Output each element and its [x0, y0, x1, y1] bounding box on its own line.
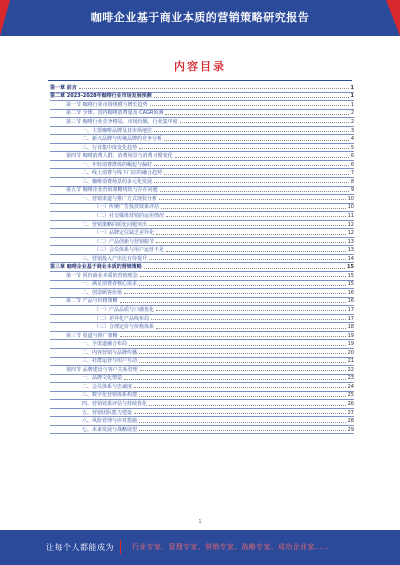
- toc-entry-label: 六、风险管理与应对措施: [82, 418, 138, 425]
- toc-entry[interactable]: [50, 110, 354, 119]
- toc-leader-dots: [156, 310, 346, 311]
- toc-entry-label: 第一节 咖啡行业市场规模与增长趋势: [66, 101, 148, 108]
- toc-entry[interactable]: [50, 238, 354, 247]
- toc-entry[interactable]: [50, 298, 354, 307]
- toc-leader-dots: [124, 379, 346, 380]
- toc-entry-label: 第二章 2023-2028年咖啡行业市场发展预测: [50, 93, 152, 100]
- page-number: 1: [198, 519, 202, 525]
- toc-entry-page: 19: [347, 332, 354, 339]
- toc-entry-page: 13: [347, 238, 354, 245]
- report-title: 咖啡企业基于商业本质的营销策略研究报告: [90, 11, 310, 24]
- toc-leader-dots: [166, 216, 346, 217]
- toc-leader-dots: [124, 293, 346, 294]
- toc-entry-label: 一、年轻消费群体的崛起与偏好: [82, 161, 153, 168]
- toc-entry[interactable]: [50, 340, 354, 349]
- toc-leader-dots: [164, 140, 349, 141]
- toc-entry-page: 20: [347, 349, 354, 356]
- toc-entry[interactable]: [50, 281, 354, 290]
- toc-entry[interactable]: [50, 255, 354, 264]
- toc-leader-dots: [154, 97, 349, 98]
- toc-leader-dots: [79, 88, 349, 89]
- toc-entry[interactable]: [50, 204, 354, 213]
- toc-leader-dots: [154, 165, 349, 166]
- toc-leader-dots: [175, 157, 349, 158]
- toc-entry-page: 7: [350, 170, 354, 177]
- toc-entry[interactable]: [50, 152, 354, 161]
- toc-entry-label: 第二节 产品与价格策略: [66, 298, 118, 305]
- page-header-band: [0, 0, 400, 36]
- toc-entry-page: 1: [350, 84, 354, 91]
- toc-leader-dots: [154, 182, 349, 183]
- toc-entry-page: 13: [347, 247, 354, 254]
- toc-entry-label: （二）社交媒体营销的运用情况: [94, 212, 165, 219]
- toc-entry-page: 21: [347, 358, 354, 365]
- toc-entry[interactable]: [50, 212, 354, 221]
- page-footer-band: [0, 530, 400, 565]
- toc-entry-page: 11: [347, 212, 354, 219]
- toc-entry-label: 第四节 品牌建设与客户关系管理: [66, 366, 138, 373]
- toc-leader-dots: [120, 302, 346, 303]
- toc-entry-label: 三、社群运营与用户互动: [82, 358, 138, 365]
- toc-entry[interactable]: [50, 195, 354, 204]
- toc-entry-page: 12: [347, 221, 354, 228]
- toc-leader-dots: [180, 122, 349, 123]
- toc-entry[interactable]: [50, 246, 354, 255]
- toc-entry-label: 第五节 咖啡企业营销策略现状与存在问题: [66, 187, 158, 194]
- toc-entry[interactable]: [50, 409, 354, 418]
- toc-entry-label: 七、未来发展与战略展望: [82, 426, 138, 433]
- toc-entry-label: 五、营销团队能力建设: [82, 409, 133, 416]
- toc-entry-page: 1: [350, 101, 354, 108]
- toc-entry[interactable]: [50, 221, 354, 230]
- toc-leader-dots: [151, 319, 346, 320]
- toc-leader-dots: [139, 285, 346, 286]
- toc-entry-label: 一、全渠道融合布局: [82, 341, 128, 348]
- toc-entry-label: 第三节 渠道与推广策略: [66, 332, 118, 339]
- toc-entry-label: 第三章 咖啡企业基于商业本质的营销策略: [50, 264, 142, 271]
- toc-leader-dots: [159, 199, 346, 200]
- toc-leader-dots: [134, 413, 346, 414]
- toc-entry[interactable]: [50, 306, 354, 315]
- toc-entry[interactable]: [50, 375, 354, 384]
- toc-entry-page: 2: [350, 110, 354, 117]
- toc-entry[interactable]: [50, 349, 354, 358]
- toc-entry-page: 10: [347, 195, 354, 202]
- toc-entry-page: 8: [350, 178, 354, 185]
- toc-entry[interactable]: [50, 358, 354, 367]
- toc-entry-page: 15: [347, 272, 354, 279]
- toc-entry-page: 18: [347, 324, 354, 331]
- toc-list: [50, 84, 354, 434]
- toc-entry[interactable]: [50, 383, 354, 392]
- toc-entry-page: 28: [347, 418, 354, 425]
- toc-entry-label: 第三节 咖啡行业竞争格局、市场份额、行业集中度: [66, 118, 178, 125]
- toc-entry-page: 15: [347, 264, 354, 271]
- toc-leader-dots: [139, 148, 349, 149]
- toc-leader-dots: [156, 242, 346, 243]
- toc-entry-page: 22: [347, 366, 354, 373]
- toc-entry[interactable]: [50, 127, 354, 136]
- toc-entry-page: 25: [347, 392, 354, 399]
- toc-entry-label: 二、内容营销与品牌传播: [82, 349, 138, 356]
- toc-entry-page: 23: [347, 375, 354, 382]
- toc-entry[interactable]: [50, 169, 354, 178]
- toc-leader-dots: [161, 208, 346, 209]
- toc-entry-label: 二、营销策略同质化问题突出: [82, 221, 148, 228]
- toc-entry[interactable]: [50, 392, 354, 401]
- toc-entry-label: 四、营销效果评估与持续优化: [82, 401, 148, 408]
- toc-entry-label: 二、创造顾客价值: [82, 289, 123, 296]
- toc-entry-label: 三、咖啡消费场景的多元化发展: [82, 178, 153, 185]
- toc-leader-dots: [160, 191, 349, 192]
- toc-leader-dots: [120, 336, 346, 337]
- toc-entry[interactable]: [50, 187, 354, 196]
- toc-entry-label: （一）传统广告投放效果评估: [94, 204, 160, 211]
- toc-entry-label: 一、营销渠道与推广方式现状分析: [82, 195, 158, 202]
- toc-entry-label: 一、主要咖啡品牌及其市场地位: [82, 127, 153, 134]
- toc-entry-label: （一）品牌定位缺乏差异化: [94, 230, 155, 237]
- toc-entry[interactable]: [50, 323, 354, 332]
- toc-entry-label: 三、数字化营销体系构建: [82, 392, 138, 399]
- toc-entry[interactable]: [50, 161, 354, 170]
- toc-leader-dots: [166, 251, 346, 252]
- toc-leader-dots: [150, 105, 349, 106]
- toc-leader-dots: [156, 234, 346, 235]
- toc-leader-dots: [140, 276, 346, 277]
- toc-leader-dots: [144, 268, 345, 269]
- toc-entry-label: 第一节 回归商业本质的营销理念: [66, 272, 138, 279]
- footer-separator: [120, 540, 121, 554]
- toc-entry[interactable]: [50, 229, 354, 238]
- toc-entry[interactable]: [50, 144, 354, 153]
- toc-entry[interactable]: [50, 118, 354, 127]
- header-accent-right: [386, 0, 400, 36]
- toc-entry-page: 4: [350, 136, 354, 143]
- toc-entry[interactable]: [50, 400, 354, 409]
- toc-entry[interactable]: [50, 417, 354, 426]
- toc-entry[interactable]: [50, 366, 354, 375]
- toc-entry-label: （二）差异化产品线布局: [94, 315, 150, 322]
- toc-entry-page: 15: [347, 281, 354, 288]
- toc-entry-page: 19: [347, 341, 354, 348]
- toc-entry-label: （三）合理定价与价格体系: [94, 324, 155, 331]
- toc-entry-label: （二）产品创新与营销脱节: [94, 238, 155, 245]
- toc-entry-page: 24: [347, 383, 354, 390]
- toc-entry[interactable]: [50, 178, 354, 187]
- toc-entry[interactable]: [50, 315, 354, 324]
- toc-chapter-entry[interactable]: [50, 263, 354, 272]
- toc-entry-page: 2: [350, 118, 354, 125]
- toc-leader-dots: [139, 422, 346, 423]
- toc-leader-dots: [156, 328, 346, 329]
- toc-entry[interactable]: [50, 332, 354, 341]
- toc-entry-label: （三）会员体系与用户运营不足: [94, 247, 165, 254]
- toc-entry-page: 1: [350, 93, 354, 100]
- toc-entry-label: 二、会员体系与忠诚度: [82, 383, 133, 390]
- toc-entry-page: 3: [350, 127, 354, 134]
- footer-slogan: 让每个人都能成为: [46, 543, 114, 552]
- toc-heading-divider: [48, 80, 352, 81]
- toc-leader-dots: [139, 396, 346, 397]
- toc-entry-label: 第一章 前言: [50, 84, 77, 91]
- toc-leader-dots: [164, 174, 349, 175]
- toc-entry-page: 17: [347, 315, 354, 322]
- toc-entry-label: 第二节 全球、国内咖啡消费量及 CAGR预测: [66, 110, 164, 117]
- toc-leader-dots: [149, 259, 346, 260]
- toc-leader-dots: [139, 353, 346, 354]
- toc-entry-page: 17: [347, 307, 354, 313]
- toc-entry[interactable]: [50, 272, 354, 281]
- toc-entry[interactable]: [50, 426, 354, 435]
- toc-entry-page: 6: [350, 161, 354, 168]
- toc-entry-page: 10: [347, 204, 354, 211]
- toc-entry-label: （一）产品品质与口感优化: [94, 307, 155, 313]
- toc-leader-dots: [165, 114, 348, 115]
- toc-chapter-entry[interactable]: [50, 84, 354, 93]
- toc-entry-label: 三、营销投入产出比有待提升: [82, 255, 148, 262]
- toc-leader-dots: [149, 225, 346, 226]
- toc-entry-label: 三、行业集中度变化趋势: [82, 144, 138, 151]
- toc-entry[interactable]: [50, 135, 354, 144]
- toc-entry-page: 16: [347, 289, 354, 296]
- toc-entry-page: 26: [347, 401, 354, 408]
- toc-entry[interactable]: [50, 101, 354, 110]
- toc-entry-page: 5: [350, 144, 354, 151]
- toc-entry-page: 16: [347, 298, 354, 305]
- toc-heading: 内容目录: [174, 60, 226, 73]
- toc-leader-dots: [139, 430, 346, 431]
- toc-entry-label: 二、新兴品牌与传统品牌的竞争分析: [82, 136, 163, 143]
- toc-leader-dots: [134, 387, 346, 388]
- toc-entry[interactable]: [50, 289, 354, 298]
- toc-chapter-entry[interactable]: [50, 93, 354, 102]
- toc-entry-label: 第四节 咖啡消费人群、消费场景与消费习惯变化: [66, 153, 173, 160]
- toc-leader-dots: [149, 405, 346, 406]
- toc-entry-page: 9: [350, 187, 354, 194]
- toc-entry-label: 一、满足消费者核心需求: [82, 281, 138, 288]
- toc-entry-page: 12: [347, 230, 354, 237]
- toc-entry-page: 27: [347, 409, 354, 416]
- toc-entry-label: 一、品牌文化塑造: [82, 375, 123, 382]
- toc-entry-label: 二、线上消费与线下门店的融合趋势: [82, 170, 163, 177]
- toc-entry-page: 29: [347, 426, 354, 433]
- toc-leader-dots: [139, 362, 346, 363]
- toc-entry-page: 14: [347, 255, 354, 262]
- toc-leader-dots: [140, 370, 346, 371]
- footer-tagline: 行业专家、管理专家、营销专家、战略专家、成功企业家……: [132, 543, 330, 551]
- toc-entry-page: 6: [350, 153, 354, 160]
- toc-leader-dots: [154, 131, 349, 132]
- toc-leader-dots: [129, 345, 346, 346]
